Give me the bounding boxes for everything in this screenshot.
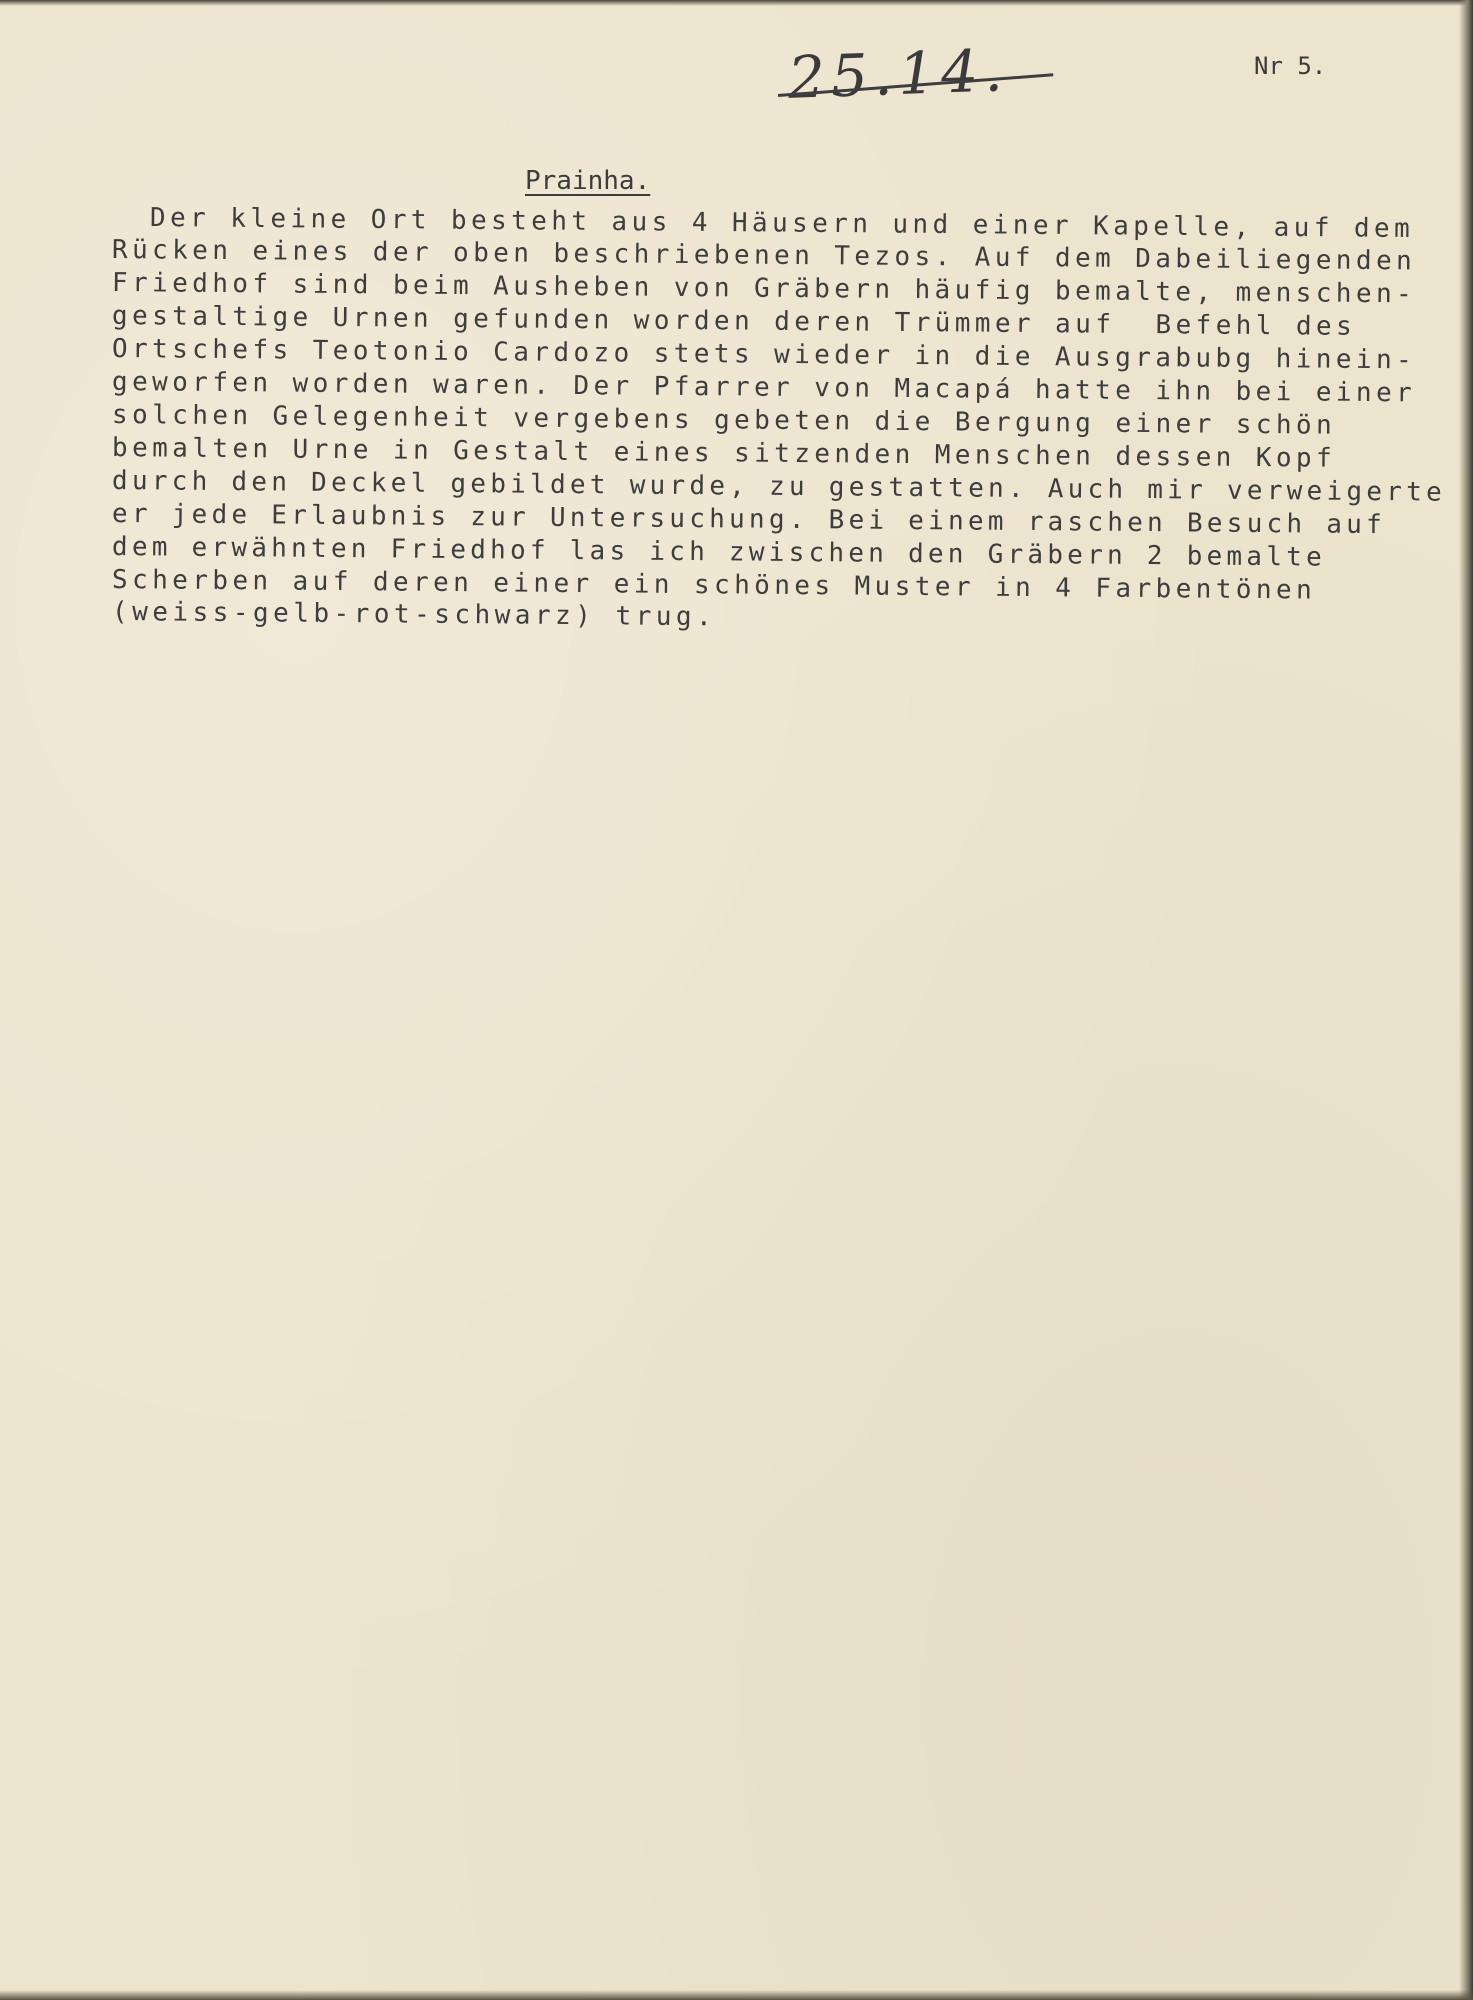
page-bottom-edge	[0, 1990, 1473, 2000]
document-number: Nr 5.	[1254, 52, 1327, 80]
text-line: Friedhof sind beim Ausheben von Gräbern häufig bemalte, menschen-	[111, 268, 1417, 310]
document-title: Prainha.	[525, 166, 651, 196]
body-text	[0, 0, 1473, 700]
handwritten-date: 25.14.	[786, 36, 1010, 112]
text-line: durch den Deckel gebildet wurde, zu gestatten. Auch mir verweigerte	[111, 466, 1447, 508]
text-line: geworfen worden waren. Der Pfarrer von Macapá hatte ihn bei einer	[111, 367, 1417, 409]
text-line: Ortschefs Teotonio Cardozo stets wieder in die Ausgrabubg hinein-	[111, 334, 1417, 376]
text-line: Scherben auf deren einer ein schönes Muster in 4 Farbentönen	[111, 565, 1317, 606]
text-line: Der kleine Ort besteht aus 4 Häusern und einer Kapelle, auf dem	[149, 203, 1415, 245]
text-line: (weiss-gelb-rot-schwarz) trug.	[111, 597, 717, 633]
text-line: Rücken eines der oben beschriebenen Tezos. Auf dem Dabeiliegenden	[111, 235, 1417, 277]
text-line: bemalten Urne in Gestalt eines sitzenden Menschen dessen Kopf	[111, 433, 1337, 474]
text-line: solchen Gelegenheit vergebens gebeten die Bergung einer schön	[111, 400, 1337, 441]
text-line: er jede Erlaubnis zur Untersuchung. Bei einem raschen Besuch auf	[111, 499, 1387, 541]
text-line: dem erwähnten Friedhof las ich zwischen den Gräbern 2 bemalte	[111, 532, 1327, 573]
text-line: gestaltige Urnen gefunden worden deren Trümmer auf Befehl des	[111, 301, 1357, 342]
